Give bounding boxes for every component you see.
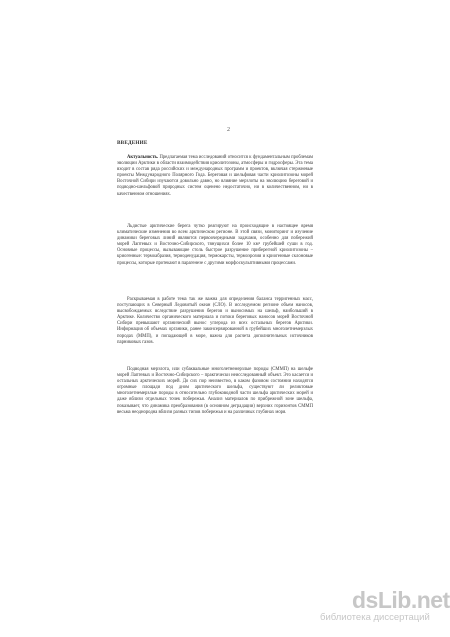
section-heading: ВВЕДЕНИЕ xyxy=(117,140,148,146)
watermark xyxy=(320,588,450,623)
paragraph-text: Подводная мерзлота, или субаквальные многолетнемерзлые породы (СММП) на шельфе морей Лаптевых и Восточно-Сибирского – практически неисследованный объект. Это касается и остальных арктических морей. До сих пор неизвестно, в каком фазовом состоянии находятся огромные площади под дном арктического шельфа, существуют ли реликтовые многолетнемерзлые породы в относительно глубоководной части шельфа арктических морей и даже вблизи отдельных точек побережья. Анализ материалов по прибрежной зоне шельфа, показывает, что динамика преобразования (в основном деградации) верхних горизонтов СММП весьма неоднородна вблизи разных типов побережья и на различных глубинах моря. xyxy=(117,367,313,415)
watermark-subtitle: библиотека диссертаций xyxy=(320,612,430,623)
paragraph-coasts xyxy=(117,224,313,267)
watermark-logo: dsLib.net xyxy=(352,587,450,613)
paragraph-terrigenous-balance xyxy=(117,297,313,346)
paragraph-text: Раскрываемая в работе тема так же важна для определения баланса терригенных масс, поступающих в Северный Ледовитый океан (СЛО). В исследуемом регионе объем наносов, высвобождаемых вследствие разрушения берегов и выносимых на шельф, наибольший в Арктике. Количество органического материала и потоки береговых наносов морей Восточной Сибири превышают органический вынос углерода из всех остальных берегов Арктики. Информация об объемах органики, ранее законсервированной в грубейших многолетнемерзлых породах (ММП), и попадающей в море, важна для расчета дополнительных источников парниковых газов. xyxy=(117,297,313,345)
paragraph-subsea-permafrost xyxy=(117,367,313,416)
paragraph-lead: Актуальность. xyxy=(127,155,159,160)
paragraph-relevance xyxy=(117,155,313,198)
page-number: 2 xyxy=(227,127,230,133)
paragraph-text: Льдистые арктические берега чутко реагируют на происходящие в настоящее время климатические изменения во всем арктическом регионе. В этой связи, мониторинг и изучение динамики береговых линий являются первоочередными задачами, особенно для побережий морей Лаптевых и Восточно-Сибирского, тянущихся более 10 км² грубейшей суши в год. Основные процессы, вызывающие столь быстрое разрушение приберегной криолитозоны – криогенные: термоабразия, термоденудация, термокарсты, термоэрозия и криогенные склоновые процессы, которые протекают в парагенезе с другими морфоскульптивными процессами. xyxy=(117,224,313,266)
paragraph-text: Предлагаемая тема исследований относится к фундаментальным проблемам эволюции Арктики в области взаимодействия криолитозоны, атмосферы и гидросферы. Эта тема входит в состав ряда российских и международных программ и проектов, включая стержневые проекты Международного Полярного Года. Береговая и шельфовая части криолитозоны морей Восточной Сибири изучаются довольно давно, но влияние мерзлоты на эволюцию береговой и подводно-шельфовой природных систем оценено недостаточно, ни в количественном, ни в качественном отношениях. xyxy=(117,155,313,197)
